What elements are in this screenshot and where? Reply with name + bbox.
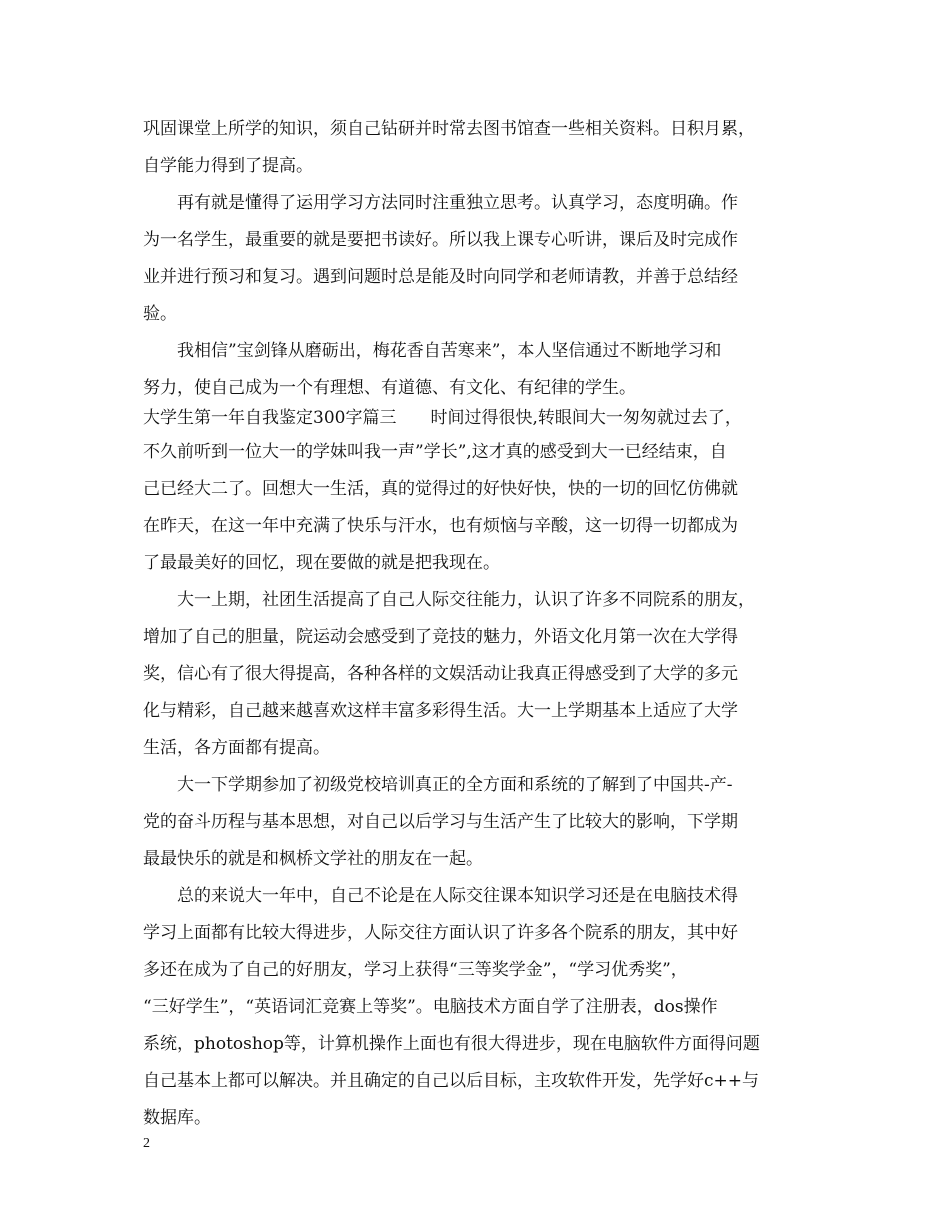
text-line: 业并进行预习和复习。遇到问题时总是能及时向同学和老师请教，并善于总结经 — [143, 267, 738, 287]
text-line: 己已经大二了。回想大一生活，真的觉得过的好快好快，快的一切的回忆仿佛就 — [143, 479, 738, 499]
text-line: 为一名学生，最重要的就是要把书读好。所以我上课专心听讲，课后及时完成作 — [143, 230, 738, 250]
text-line: 在昨天，在这一年中充满了快乐与汗水，也有烦恼与辛酸，这一切得一切都成为 — [143, 516, 738, 536]
text-line: 我相信”宝剑锋从磨砺出，梅花香自苦寒来”，本人坚信通过不断地学习和 — [143, 341, 722, 361]
text-line: 奖，信心有了很大得提高，各种各样的文娱活动让我真正得感受到了大学的多元 — [143, 664, 738, 684]
text-line: 增加了自己的胆量，院运动会感受到了竞技的魅力，外语文化月第一次在大学得 — [143, 627, 738, 647]
text-line: 化与精彩，自己越来越喜欢这样丰富多彩得生活。大一上学期基本上适应了大学 — [143, 701, 738, 721]
text-line: 巩固课堂上所学的知识，须自己钻研并时常去图书馆查一些相关资料。日积月累， — [143, 119, 755, 139]
text-line: 党的奋斗历程与基本思想，对自己以后学习与生活产生了比较大的影响，下学期 — [143, 812, 738, 832]
text-line: 大一下学期参加了初级党校培训真正的全方面和系统的了解到了中国共-产- — [143, 775, 733, 795]
page-number: 2 — [143, 1136, 150, 1151]
section-heading-line: 大学生第一年自我鉴定300字篇三 时间过得很快,转眼间大一匆匆就过去了， — [143, 408, 742, 428]
text-line: 系统，photoshop等，计算机操作上面也有很大得进步，现在电脑软件方面得问题 — [143, 1034, 760, 1054]
text-line: 自己基本上都可以解决。并且确定的自己以后目标，主攻软件开发，先学好c++与 — [143, 1071, 760, 1091]
text-line: “三好学生”，“英语词汇竞赛上等奖”。电脑技术方面自学了注册表，dos操作 — [143, 997, 718, 1017]
text-line: 大一上期，社团生活提高了自己人际交往能力，认识了许多不同院系的朋友， — [143, 590, 755, 610]
text-line: 学习上面都有比较大得进步，人际交往方面认识了许多各个院系的朋友，其中好 — [143, 923, 738, 943]
text-line: 验。 — [143, 304, 177, 324]
text-line: 努力，使自己成为一个有理想、有道德、有文化、有纪律的学生。 — [143, 378, 636, 398]
text-line: 多还在成为了自己的好朋友，学习上获得“三等奖学金”，“学习优秀奖”， — [143, 960, 688, 980]
text-line: 自学能力得到了提高。 — [143, 156, 313, 176]
text-line: 数据库。 — [143, 1108, 211, 1128]
text-line: 总的来说大一年中，自己不论是在人际交往课本知识学习还是在电脑技术得 — [143, 886, 738, 906]
text-line: 不久前听到一位大一的学妹叫我一声”学长”,这才真的感受到大一已经结束，自 — [143, 442, 727, 462]
text-line: 最最快乐的就是和枫桥文学社的朋友在一起。 — [143, 849, 483, 869]
text-line: 再有就是懂得了运用学习方法同时注重独立思考。认真学习，态度明确。作 — [143, 193, 738, 213]
text-line: 了最最美好的回忆，现在要做的就是把我现在。 — [143, 553, 500, 573]
text-line: 生活，各方面都有提高。 — [143, 738, 330, 758]
